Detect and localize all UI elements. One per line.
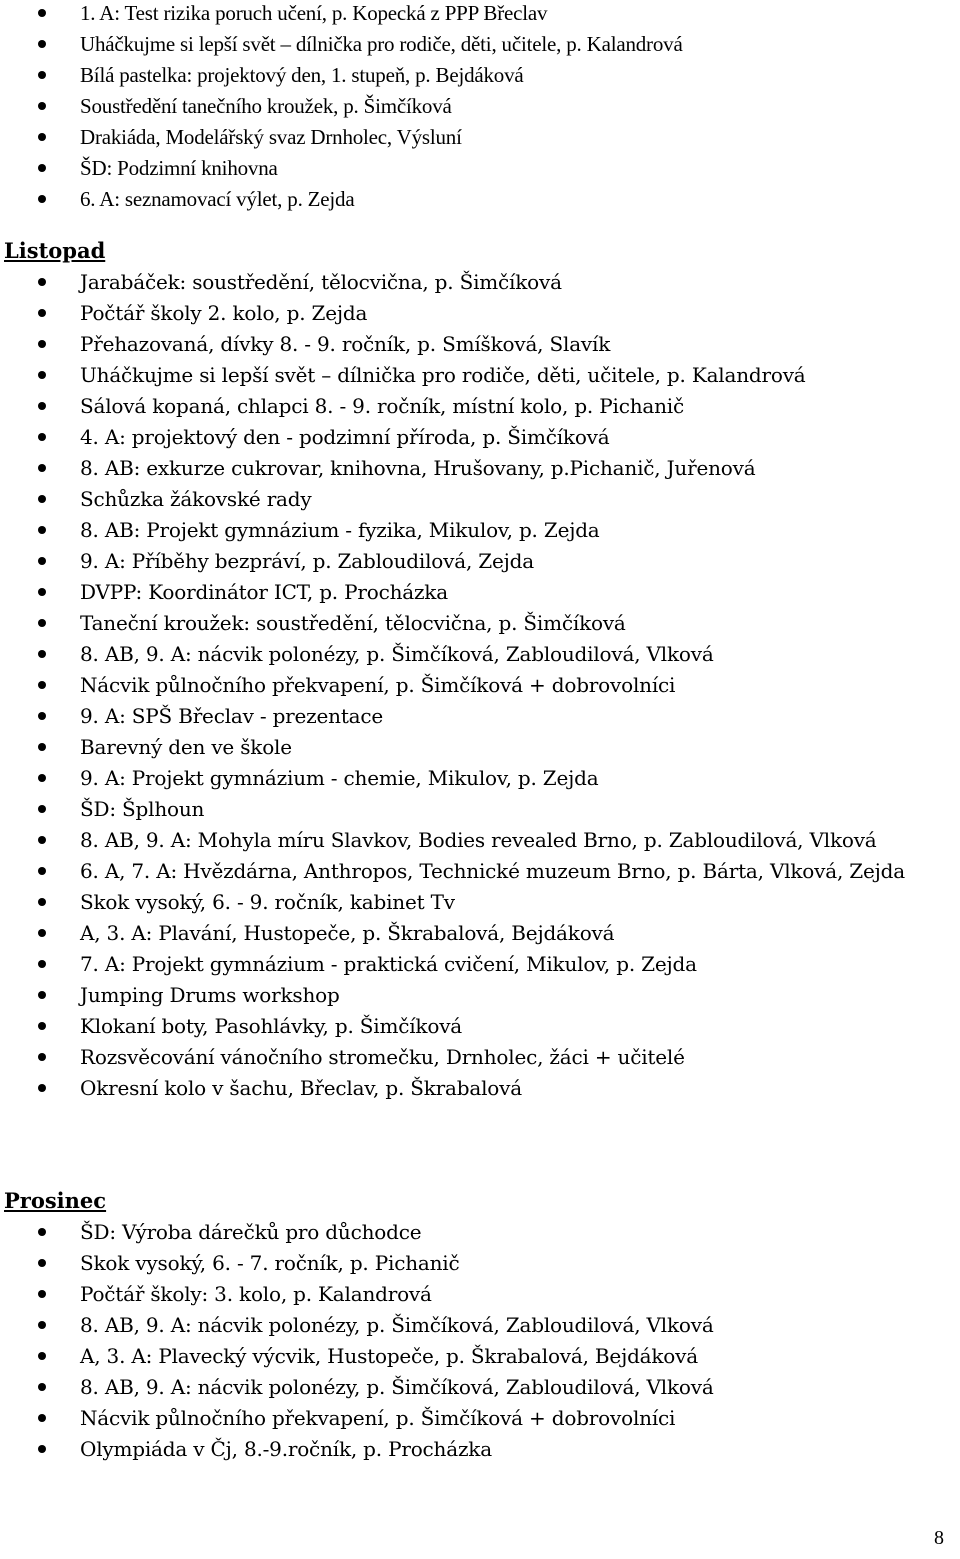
list-item-text: Klokaní boty, Pasohlávky, p. Šimčíková [80, 1014, 463, 1038]
list-item [0, 1248, 960, 1279]
list-item-text: Jumping Drums workshop [80, 983, 340, 1007]
list-item [0, 856, 960, 887]
bullet-icon [38, 743, 46, 751]
bullet-icon [38, 133, 46, 141]
bullet-icon [38, 340, 46, 348]
bullet-icon [38, 774, 46, 782]
list-item [0, 732, 960, 763]
list-item-text: DVPP: Koordinátor ICT, p. Procházka [80, 580, 448, 604]
bullet-icon [38, 650, 46, 658]
list-item [0, 184, 960, 215]
list-item [0, 298, 960, 329]
list-item [0, 122, 960, 153]
list-item-text: Olympiáda v Čj, 8.-9.ročník, p. Procházka [80, 1437, 492, 1461]
list-item [0, 1341, 960, 1372]
list-item [0, 608, 960, 639]
list-item [0, 29, 960, 60]
list-item-text: A, 3. A: Plavecký výcvik, Hustopeče, p. Škrabalová, Bejdáková [80, 1344, 698, 1368]
list-item-text: 8. AB: Projekt gymnázium - fyzika, Mikulov, p. Zejda [80, 518, 600, 542]
list-item-text: Barevný den ve škole [80, 735, 292, 759]
list-item-text: Nácvik půlnočního překvapení, p. Šimčíková + dobrovolníci [80, 673, 676, 697]
list-item [0, 391, 960, 422]
list-item [0, 422, 960, 453]
list-item [0, 546, 960, 577]
bullet-icon [38, 681, 46, 689]
list-item [0, 360, 960, 391]
bullet-icon [38, 526, 46, 534]
list-item [0, 763, 960, 794]
list-item [0, 1073, 960, 1104]
bullet-icon [38, 1290, 46, 1298]
list-item-text: 8. AB: exkurze cukrovar, knihovna, Hrušovany, p.Pichanič, Juřenová [80, 456, 756, 480]
list-item-text: ŠD: Výroba dárečků pro důchodce [80, 1220, 422, 1244]
bullet-icon [38, 309, 46, 317]
bullet-icon [38, 1414, 46, 1422]
list-item [0, 1372, 960, 1403]
list-item-text: ŠD: Šplhoun [80, 797, 205, 821]
list-item-text: Nácvik půlnočního překvapení, p. Šimčíková + dobrovolníci [80, 1406, 676, 1430]
list-item [0, 267, 960, 298]
list-item-text: Bílá pastelka: projektový den, 1. stupeň, p. Bejdáková [80, 63, 524, 87]
list-item [0, 825, 960, 856]
bullet-icon [38, 371, 46, 379]
bullet-icon [38, 805, 46, 813]
bullet-icon [38, 1259, 46, 1267]
list-item [0, 484, 960, 515]
list-item [0, 980, 960, 1011]
list-item-text: Schůzka žákovské rady [80, 487, 312, 511]
list-item [0, 60, 960, 91]
bullet-icon [38, 960, 46, 968]
section-heading-prosinec: Prosinec [4, 1188, 107, 1213]
list-item-text: Přehazovaná, dívky 8. - 9. ročník, p. Smíšková, Slavík [80, 332, 611, 356]
list-item-text: 8. AB, 9. A: Mohyla míru Slavkov, Bodies revealed Brno, p. Zabloudilová, Vlková [80, 828, 877, 852]
bullet-icon [38, 1053, 46, 1061]
list-item [0, 515, 960, 546]
continued-event-list [0, 0, 960, 215]
bullet-icon [38, 9, 46, 17]
list-item [0, 577, 960, 608]
bullet-icon [38, 867, 46, 875]
list-item-text: Uháčkujme si lepší svět – dílnička pro rodiče, děti, učitele, p. Kalandrová [80, 32, 683, 56]
list-item-text: Jarabáček: soustředění, tělocvična, p. Šimčíková [80, 270, 562, 294]
list-item-text: Soustředění tanečního kroužek, p. Šimčíková [80, 94, 452, 118]
bullet-icon [38, 164, 46, 172]
section-heading-listopad: Listopad [4, 238, 106, 263]
list-item-text: Drakiáda, Modelářský svaz Drnholec, Výsluní [80, 125, 462, 149]
prosinec-event-list [0, 1217, 960, 1465]
list-item-text: 8. AB, 9. A: nácvik polonézy, p. Šimčíková, Zabloudilová, Vlková [80, 1375, 714, 1399]
list-item-text: Sálová kopaná, chlapci 8. - 9. ročník, místní kolo, p. Pichanič [80, 394, 684, 418]
list-item [0, 794, 960, 825]
list-item-text: 9. A: SPŠ Břeclav - prezentace [80, 704, 384, 728]
list-item-text: A, 3. A: Plavání, Hustopeče, p. Škrabalová, Bejdáková [80, 921, 615, 945]
bullet-icon [38, 712, 46, 720]
list-item [0, 1217, 960, 1248]
list-item [0, 91, 960, 122]
list-item [0, 639, 960, 670]
list-item-text: Rozsvěcování vánočního stromečku, Drnholec, žáci + učitelé [80, 1045, 685, 1069]
bullet-icon [38, 991, 46, 999]
bullet-icon [38, 836, 46, 844]
bullet-icon [38, 557, 46, 565]
bullet-icon [38, 402, 46, 410]
bullet-icon [38, 278, 46, 286]
bullet-icon [38, 1383, 46, 1391]
bullet-icon [38, 71, 46, 79]
listopad-event-list [0, 267, 960, 1104]
bullet-icon [38, 1228, 46, 1236]
list-item [0, 1310, 960, 1341]
bullet-icon [38, 1084, 46, 1092]
bullet-icon [38, 1445, 46, 1453]
bullet-icon [38, 464, 46, 472]
list-item [0, 0, 960, 29]
list-item-text: ŠD: Podzimní knihovna [80, 156, 278, 180]
list-item-text: Počtář školy: 3. kolo, p. Kalandrová [80, 1282, 432, 1306]
bullet-icon [38, 929, 46, 937]
list-item-text: 9. A: Projekt gymnázium - chemie, Mikulov, p. Zejda [80, 766, 599, 790]
list-item-text: Taneční kroužek: soustředění, tělocvična, p. Šimčíková [80, 611, 626, 635]
list-item [0, 1434, 960, 1465]
list-item [0, 153, 960, 184]
list-item-text: Skok vysoký, 6. - 7. ročník, p. Pichanič [80, 1251, 460, 1275]
list-item-text: 7. A: Projekt gymnázium - praktická cvičení, Mikulov, p. Zejda [80, 952, 697, 976]
bullet-icon [38, 619, 46, 627]
list-item-text: Počtář školy 2. kolo, p. Zejda [80, 301, 368, 325]
bullet-icon [38, 495, 46, 503]
bullet-icon [38, 102, 46, 110]
bullet-icon [38, 1022, 46, 1030]
list-item [0, 701, 960, 732]
list-item-text: 8. AB, 9. A: nácvik polonézy, p. Šimčíková, Zabloudilová, Vlková [80, 642, 714, 666]
list-item [0, 670, 960, 701]
bullet-icon [38, 1352, 46, 1360]
list-item-text: 9. A: Příběhy bezpráví, p. Zabloudilová, Zejda [80, 549, 534, 573]
list-item-text: 6. A, 7. A: Hvězdárna, Anthropos, Technické muzeum Brno, p. Bárta, Vlková, Zejda [80, 859, 905, 883]
list-item [0, 329, 960, 360]
list-item [0, 1403, 960, 1434]
list-item [0, 453, 960, 484]
list-item-text: 8. AB, 9. A: nácvik polonézy, p. Šimčíková, Zabloudilová, Vlková [80, 1313, 714, 1337]
list-item [0, 1042, 960, 1073]
list-item-text: Uháčkujme si lepší svět – dílnička pro rodiče, děti, učitele, p. Kalandrová [80, 363, 806, 387]
bullet-icon [38, 40, 46, 48]
bullet-icon [38, 195, 46, 203]
list-item [0, 1279, 960, 1310]
list-item-text: Skok vysoký, 6. - 9. ročník, kabinet Tv [80, 890, 455, 914]
list-item [0, 918, 960, 949]
bullet-icon [38, 433, 46, 441]
bullet-icon [38, 1321, 46, 1329]
list-item-text: 1. A: Test rizika poruch učení, p. Kopecká z PPP Břeclav [80, 1, 548, 25]
list-item-text: 6. A: seznamovací výlet, p. Zejda [80, 187, 355, 211]
page-number: 8 [934, 1527, 944, 1549]
bullet-icon [38, 898, 46, 906]
list-item-text: Okresní kolo v šachu, Břeclav, p. Škrabalová [80, 1076, 522, 1100]
bullet-icon [38, 588, 46, 596]
list-item [0, 949, 960, 980]
list-item-text: 4. A: projektový den - podzimní příroda, p. Šimčíková [80, 425, 610, 449]
list-item [0, 887, 960, 918]
list-item [0, 1011, 960, 1042]
